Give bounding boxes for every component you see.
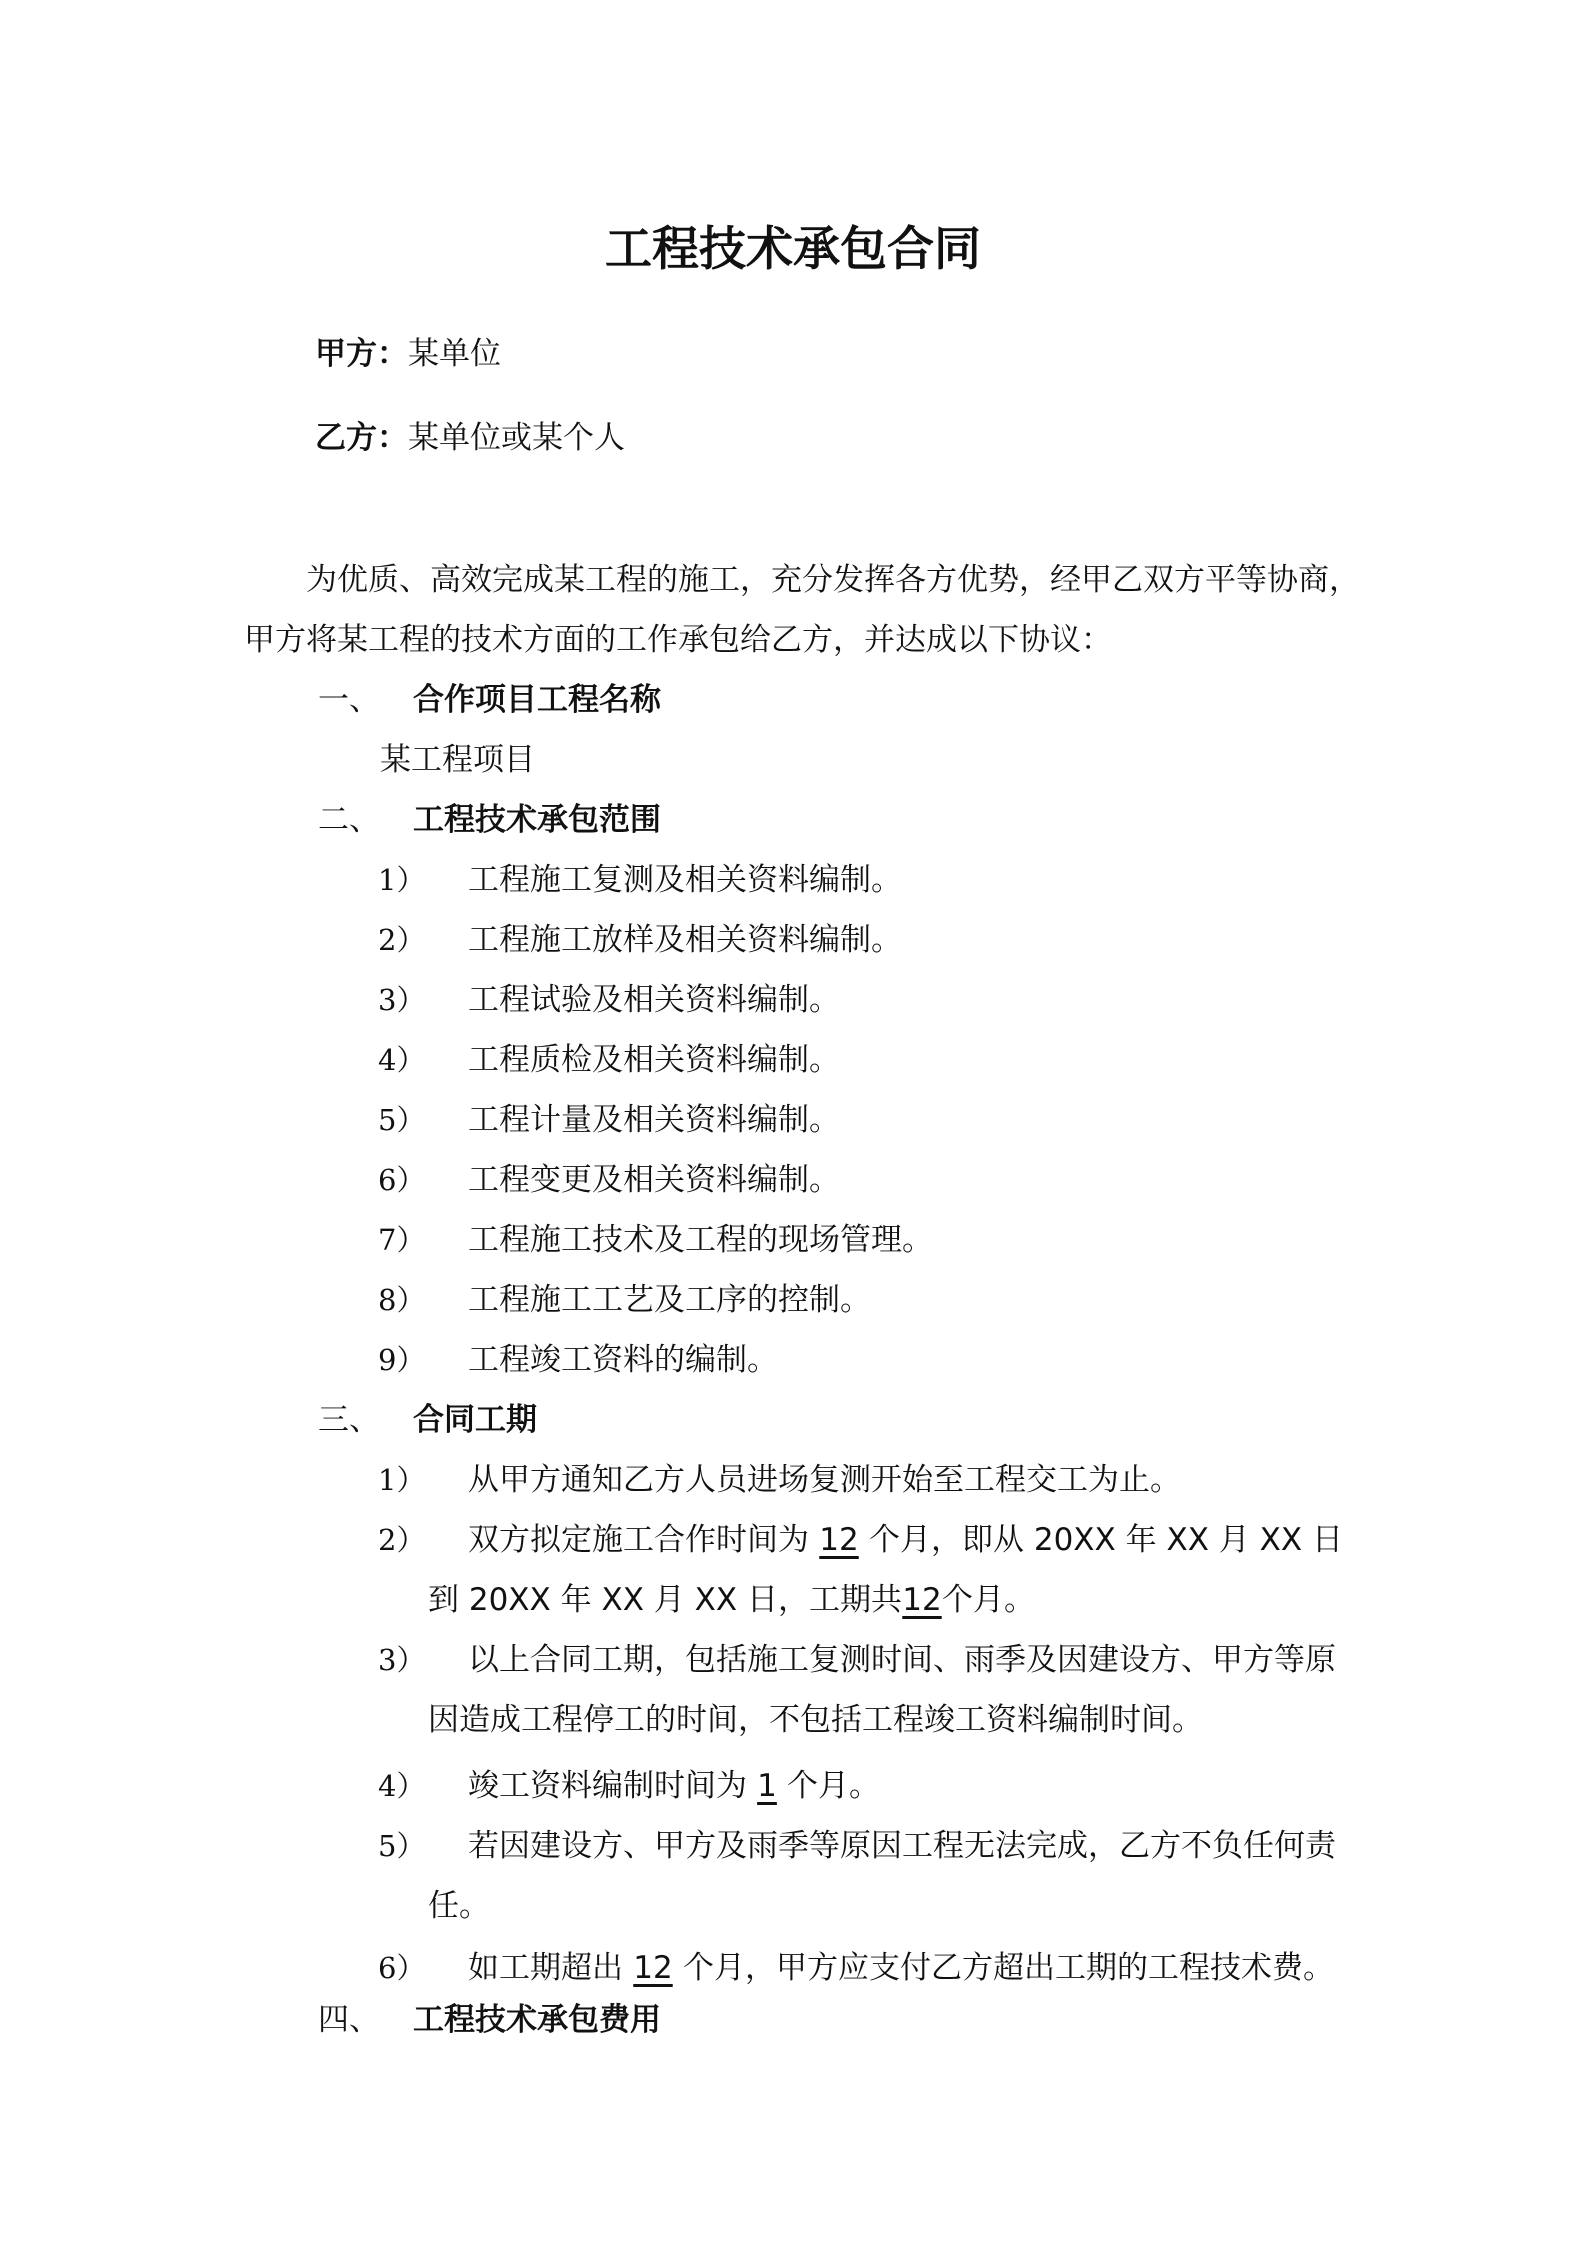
item-text: 工程施工复测及相关资料编制。 bbox=[468, 862, 902, 898]
section-1-name: 合作项目工程名称 bbox=[413, 682, 661, 718]
item-number: 5） bbox=[378, 1103, 426, 1137]
item-text bbox=[468, 1520, 1343, 1560]
item-number: 6） bbox=[378, 1163, 426, 1197]
item-text-part: 竣工资料编制时间为 bbox=[468, 1768, 747, 1804]
list-item bbox=[378, 920, 1278, 960]
item-text-part: 个月。 bbox=[942, 1582, 1035, 1618]
list-item bbox=[378, 1460, 1378, 1500]
item-number: 9） bbox=[378, 1343, 426, 1377]
item-number: 3） bbox=[378, 1643, 426, 1677]
intro-line-1: 为优质、高效完成某工程的施工，充分发挥各方优势，经甲乙双方平等协商， bbox=[306, 562, 1360, 598]
list-item bbox=[378, 1040, 1278, 1080]
item-text: 工程计量及相关资料编制。 bbox=[468, 1102, 840, 1138]
item-number: 4） bbox=[378, 1043, 426, 1077]
item-text: 工程竣工资料的编制。 bbox=[468, 1342, 778, 1378]
list-item bbox=[378, 1766, 1378, 1806]
section-4-number: 四、 bbox=[318, 2002, 380, 2038]
item-text: 若因建设方、甲方及雨季等原因工程无法完成，乙方不负任何责 bbox=[468, 1828, 1336, 1864]
item-number: 2） bbox=[378, 923, 426, 957]
party-b bbox=[315, 418, 625, 458]
item-number: 8） bbox=[378, 1283, 426, 1317]
section-1-heading bbox=[318, 680, 1018, 720]
item-number: 4） bbox=[378, 1769, 426, 1803]
document-title: 工程技术承包合同 bbox=[605, 222, 981, 277]
party-a bbox=[315, 334, 501, 374]
section-3-heading bbox=[318, 1400, 1018, 1440]
section-1-body: 某工程项目 bbox=[380, 742, 535, 778]
item-text-part: 双方拟定施工合作时间为 bbox=[468, 1522, 809, 1558]
section-4-name: 工程技术承包费用 bbox=[413, 2002, 661, 2038]
item-continuation bbox=[428, 1580, 1035, 1620]
party-b-label: 乙方： bbox=[315, 420, 408, 456]
section-2-name: 工程技术承包范围 bbox=[413, 802, 661, 838]
list-item bbox=[378, 1340, 1278, 1380]
item-number: 1） bbox=[378, 863, 426, 897]
item-number: 2） bbox=[378, 1523, 426, 1557]
data-compile-duration-blank: 1 bbox=[757, 1768, 777, 1804]
section-4-heading bbox=[318, 2000, 1018, 2040]
duration-blank: 12 bbox=[819, 1522, 859, 1558]
item-text bbox=[468, 1766, 880, 1806]
section-3-number: 三、 bbox=[318, 1402, 380, 1438]
list-item bbox=[378, 980, 1278, 1020]
list-item bbox=[378, 1160, 1278, 1200]
section-2-heading bbox=[318, 800, 1018, 840]
total-duration-blank: 12 bbox=[902, 1582, 942, 1618]
intro-line-2: 甲方将某工程的技术方面的工作承包给乙方，并达成以下协议： bbox=[244, 622, 1112, 658]
item-number: 3） bbox=[378, 983, 426, 1017]
section-2-number: 二、 bbox=[318, 802, 380, 838]
section-3-name: 合同工期 bbox=[413, 1402, 537, 1438]
item-text-part: 个月，甲方应支付乙方超出工期的工程技术费。 bbox=[683, 1950, 1334, 1986]
list-item bbox=[378, 1640, 1378, 1680]
item-text: 以上合同工期，包括施工复测时间、雨季及因建设方、甲方等原 bbox=[468, 1642, 1336, 1678]
item-continuation: 因造成工程停工的时间，不包括工程竣工资料编制时间。 bbox=[428, 1702, 1203, 1738]
list-item bbox=[378, 1520, 1378, 1560]
item-continuation: 任。 bbox=[428, 1888, 490, 1924]
list-item bbox=[378, 860, 1278, 900]
item-number: 7） bbox=[378, 1223, 426, 1257]
item-text-part: 如工期超出 bbox=[468, 1950, 623, 1986]
list-item bbox=[378, 1826, 1378, 1866]
item-number: 6） bbox=[378, 1951, 426, 1985]
overrun-duration-blank: 12 bbox=[633, 1950, 673, 1986]
item-text bbox=[468, 1948, 1334, 1988]
list-item bbox=[378, 1280, 1278, 1320]
item-text: 工程试验及相关资料编制。 bbox=[468, 982, 840, 1018]
list-item bbox=[378, 1220, 1278, 1260]
party-b-value: 某单位或某个人 bbox=[408, 420, 625, 456]
item-number: 5） bbox=[378, 1829, 426, 1863]
list-item bbox=[378, 1100, 1278, 1140]
party-a-value: 某单位 bbox=[408, 336, 501, 372]
item-text: 工程施工放样及相关资料编制。 bbox=[468, 922, 902, 958]
item-text: 工程质检及相关资料编制。 bbox=[468, 1042, 840, 1078]
item-text: 从甲方通知乙方人员进场复测开始至工程交工为止。 bbox=[468, 1462, 1181, 1498]
item-text-part: 个月。 bbox=[787, 1768, 880, 1804]
item-text: 工程施工技术及工程的现场管理。 bbox=[468, 1222, 933, 1258]
party-a-label: 甲方： bbox=[315, 336, 408, 372]
section-1-number: 一、 bbox=[318, 682, 380, 718]
item-text-part: 到 20XX 年 XX 月 XX 日，工期共 bbox=[428, 1582, 902, 1618]
list-item bbox=[378, 1948, 1378, 1988]
item-text: 工程变更及相关资料编制。 bbox=[468, 1162, 840, 1198]
item-number: 1） bbox=[378, 1463, 426, 1497]
item-text-part: 个月，即从 20XX 年 XX 月 XX 日 bbox=[869, 1522, 1343, 1558]
item-text: 工程施工工艺及工序的控制。 bbox=[468, 1282, 871, 1318]
